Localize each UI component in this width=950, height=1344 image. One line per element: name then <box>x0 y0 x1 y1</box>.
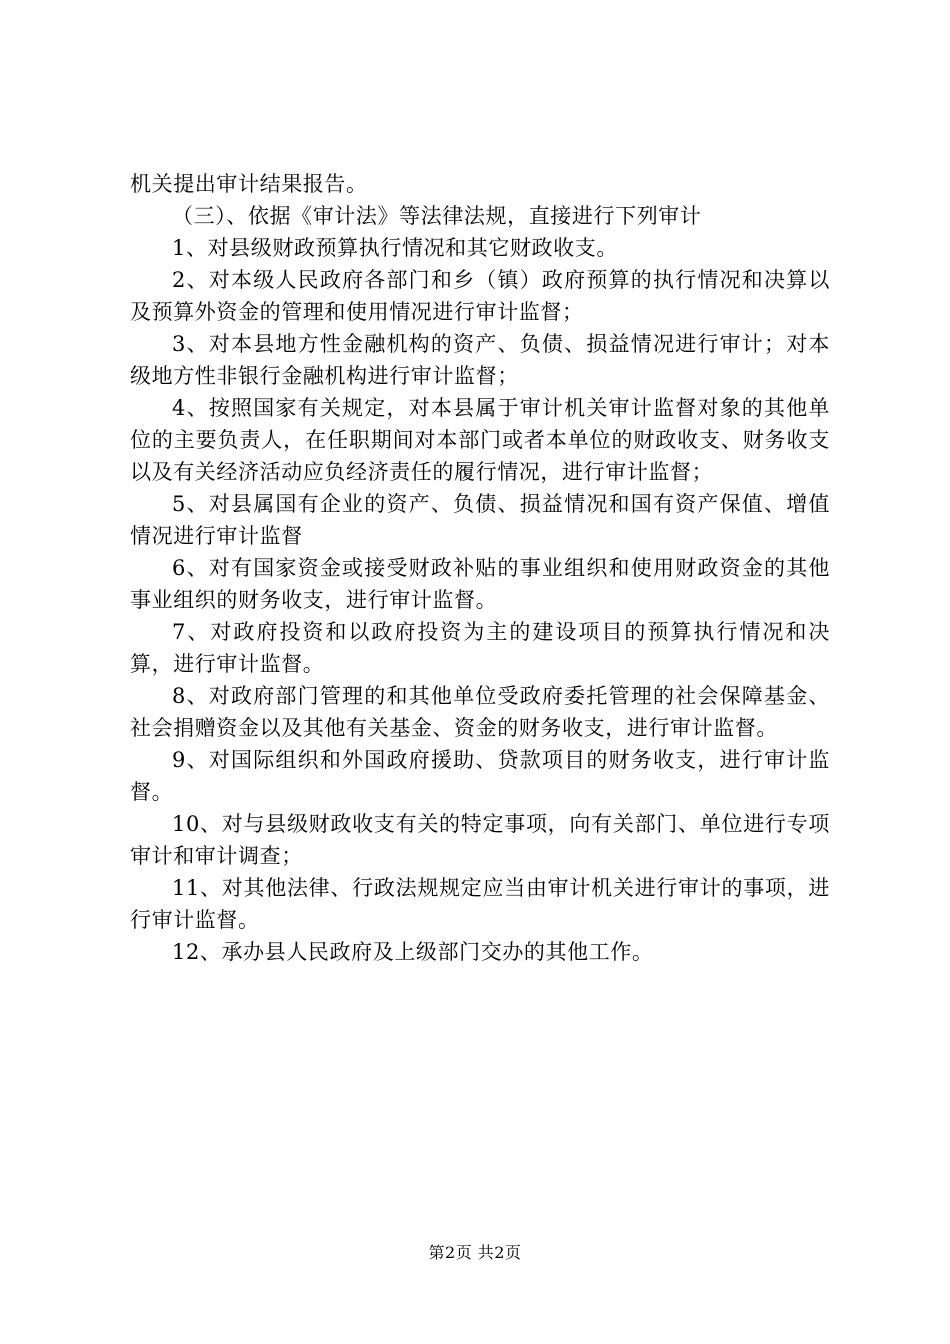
document-body <box>130 168 830 968</box>
paragraph-item-1: 1、对县级财政预算执行情况和其它财政收支。 <box>172 236 618 260</box>
paragraph-item-6: 6、对有国家资金或接受财政补贴的事业组织和使用财政资金的其他事业组织的财务收支，进行审计监督。 <box>130 556 830 612</box>
paragraph-item-3: 3、对本县地方性金融机构的资产、负债、损益情况进行审计；对本级地方性非银行金融机构进行审计监督； <box>130 332 830 388</box>
paragraph-item-4: 4、按照国家有关规定，对本县属于审计机关审计监督对象的其他单位的主要负责人，在任职期间对本部门或者本单位的财政收支、财务收支以及有关经济活动应负经济责任的履行情况，进行审计监督； <box>130 396 830 484</box>
paragraph-section-heading: （三）、依据《审计法》等法律法规，直接进行下列审计 <box>172 204 702 228</box>
page-footer <box>0 1243 950 1263</box>
paragraph-item-9: 9、对国际组织和外国政府援助、贷款项目的财务收支，进行审计监督。 <box>130 748 830 804</box>
paragraph-item-10: 10、对与县级财政收支有关的特定事项，向有关部门、单位进行专项审计和审计调查； <box>130 812 830 868</box>
paragraph-item-11: 11、对其他法律、行政法规规定应当由审计机关进行审计的事项，进行审计监督。 <box>130 876 830 932</box>
paragraph-item-12: 12、承办县人民政府及上级部门交办的其他工作。 <box>172 940 654 964</box>
paragraph-continuation: 机关提出审计结果报告。 <box>130 172 368 196</box>
paragraph-item-2: 2、对本级人民政府各部门和乡（镇）政府预算的执行情况和决算以及预算外资金的管理和使用情况进行审计监督； <box>130 268 830 324</box>
paragraph-item-7: 7、对政府投资和以政府投资为主的建设项目的预算执行情况和决算，进行审计监督。 <box>130 620 830 676</box>
page-number-label: 第2页 共2页 <box>428 1243 522 1262</box>
paragraph-item-8: 8、对政府部门管理的和其他单位受政府委托管理的社会保障基金、社会捐赠资金以及其他有关基金、资金的财务收支，进行审计监督。 <box>130 684 830 740</box>
paragraph-item-5: 5、对县属国有企业的资产、负债、损益情况和国有资产保值、增值情况进行审计监督 <box>130 492 830 548</box>
